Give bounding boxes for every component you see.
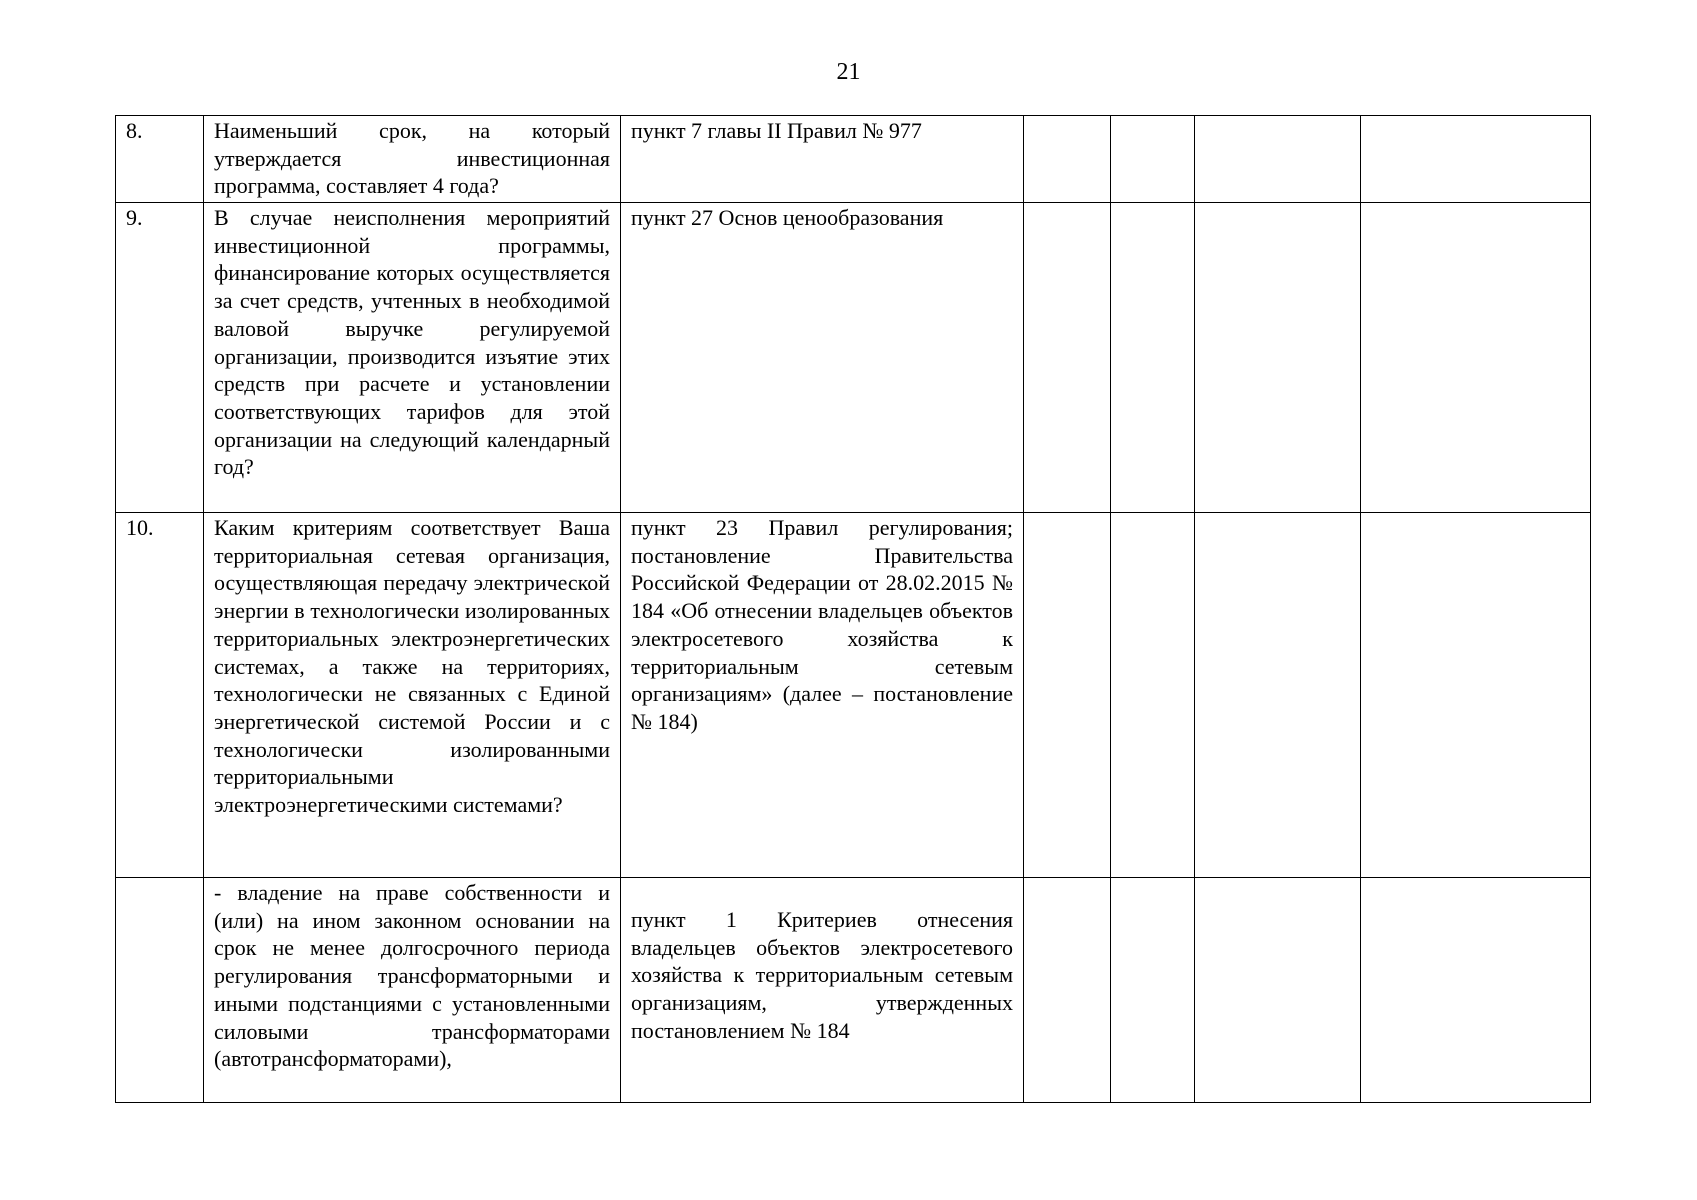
note-cell [1361,878,1591,1103]
table-row [116,203,1591,513]
row-number: 10. [116,513,204,878]
row-number [116,878,204,1103]
answer-na-cell [1195,513,1361,878]
answer-no-cell [1111,203,1195,513]
question-cell: В случае неисполнения мероприятий инвестиционной программы, финансирование которых осуществляется за счет средств, учтенных в необходимой валовой выручке регулируемой организации, производится изъятие этих средств при расчете и установлении соответствующих тарифов для этой организации на следующий календарный год? [204,203,621,513]
reference-cell: пункт 27 Основ ценообразования [621,203,1024,513]
answer-yes-cell [1024,203,1111,513]
answer-no-cell [1111,513,1195,878]
table-row [116,116,1591,203]
reference-cell: пункт 7 главы II Правил № 977 [621,116,1024,203]
reference-cell: пункт 1 Критериев отнесения владельцев объектов электросетевого хозяйства к территориальным сетевым организациям, утвержденных постановлением № 184 [621,878,1024,1103]
answer-no-cell [1111,878,1195,1103]
note-cell [1361,203,1591,513]
answer-no-cell [1111,116,1195,203]
page-number: 21 [836,59,861,85]
table-row [116,878,1591,1103]
table-row [116,513,1591,878]
reference-cell: пункт 23 Правил регулирования; постановление Правительства Российской Федерации от 28.02.2015 № 184 «Об отнесении владельцев объектов электросетевого хозяйства к территориальным сетевым организациям» (далее – постановление № 184) [621,513,1024,878]
row-number: 9. [116,203,204,513]
checklist-table [115,115,1591,1103]
answer-na-cell [1195,116,1361,203]
row-number: 8. [116,116,204,203]
note-cell [1361,116,1591,203]
question-cell: - владение на праве собственности и (или) на ином законном основании на срок не менее долгосрочного периода регулирования трансформаторными и иными подстанциями с установленными силовыми трансформаторами (автотрансформаторами), [204,878,621,1103]
answer-yes-cell [1024,878,1111,1103]
answer-yes-cell [1024,116,1111,203]
answer-yes-cell [1024,513,1111,878]
question-cell: Каким критериям соответствует Ваша территориальная сетевая организация, осуществляющая передачу электрической энергии в технологически изолированных территориальных электроэнергетических системах, а также на территориях, технологически не связанных с Единой энергетической системой России и с технологически изолированными территориальными электроэнергетическими системами? [204,513,621,878]
question-cell: Наименьший срок, на который утверждается инвестиционная программа, составляет 4 года? [204,116,621,203]
answer-na-cell [1195,878,1361,1103]
note-cell [1361,513,1591,878]
answer-na-cell [1195,203,1361,513]
